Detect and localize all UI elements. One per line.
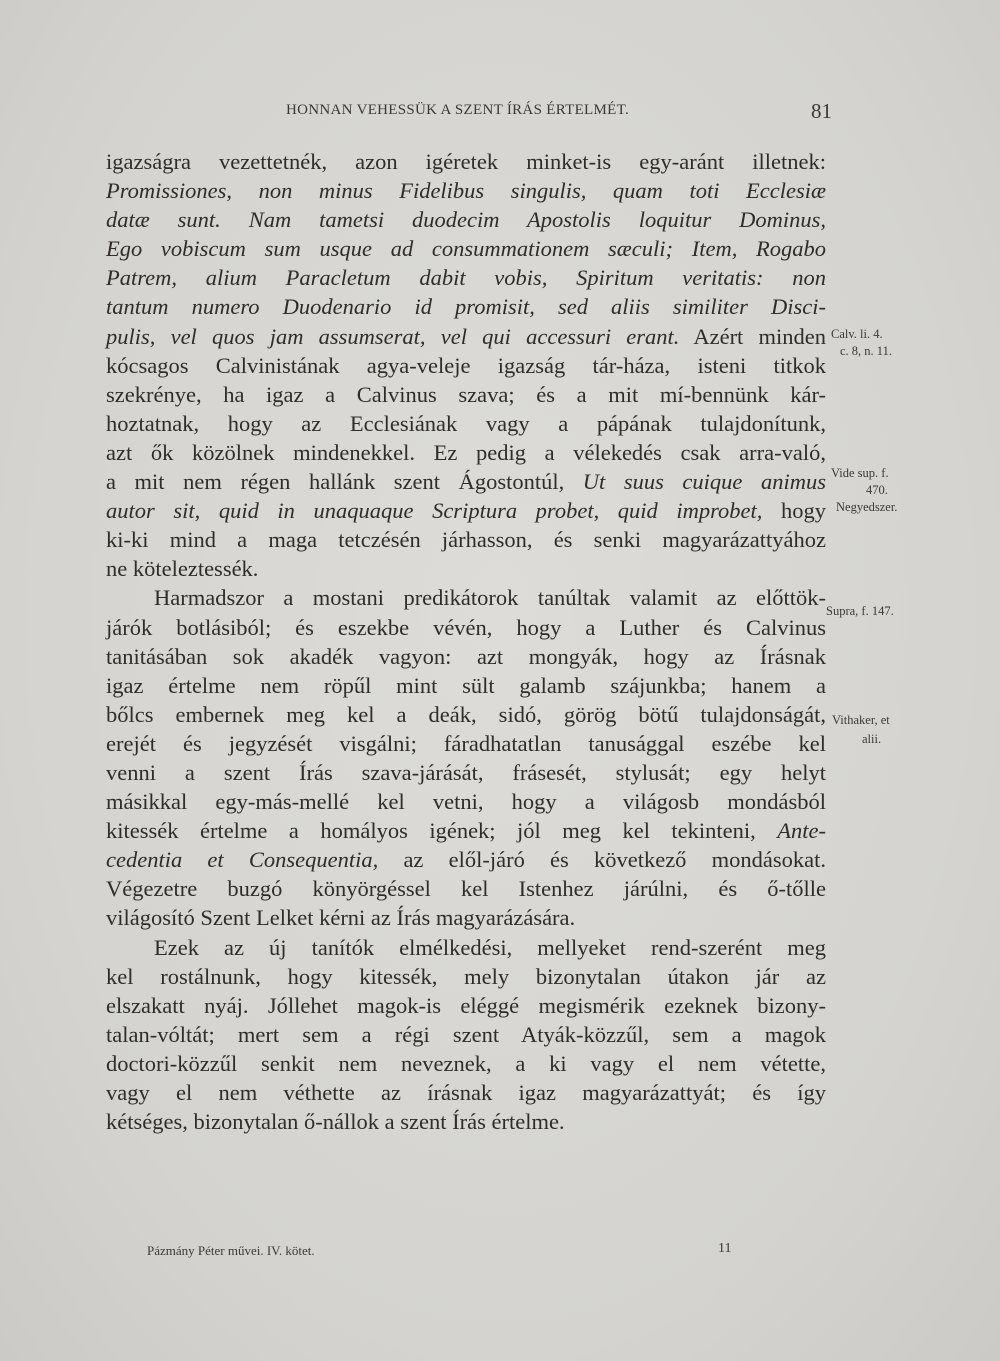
- text-line: ki-ki mind a maga tetczésén járhasson, és senki magyarázattyához: [106, 527, 826, 553]
- margin-note: alii.: [862, 732, 882, 746]
- text-line: járók botlásiból; és eszekbe vévén, hogy a Luther és Calvinus: [106, 614, 826, 640]
- margin-note: Calv. li. 4.: [831, 327, 883, 341]
- text-line: ne köteleztessék.: [106, 556, 259, 582]
- margin-note: Vithaker, et: [832, 713, 890, 727]
- text-line: igazságra vezettetnék, azon igéretek minket-is egy-aránt illetnek:: [106, 149, 826, 174]
- body-text: [106, 147, 826, 1136]
- text-line: talan-vóltát; mert sem a régi szent Atyák-közzűl, sem a magok: [106, 1021, 826, 1047]
- text-line: cedentia et Consequentia, az elől-járó és következő mondásokat.: [106, 847, 826, 873]
- text-line: a mit nem régen hallánk szent Ágostontúl, Ut suus cuique animus: [106, 469, 826, 495]
- page-number: 81: [811, 99, 832, 123]
- text-line: kitessék értelme a homályos igének; jól meg kel tekinteni, Ante-: [106, 818, 826, 844]
- text-line: kel rostálnunk, hogy kitessék, mely bizonytalan útakon jár az: [106, 963, 826, 989]
- text-line: Harmadszor a mostani predikátorok tanúltak valamit az előttök-: [154, 585, 826, 611]
- text-line: autor sit, quid in unaquaque Scriptura probet, quid improbet, hogy: [106, 498, 827, 524]
- text-line: világosító Szent Lelket kérni az Írás magyarázására.: [106, 905, 576, 931]
- text-line: erejét és jegyzését visgálni; fáradhatatlan tanusággal eszébe kel: [106, 730, 826, 756]
- text-line: hoztatnak, hogy az Ecclesiának vagy a pápának tulajdonítunk,: [106, 410, 826, 436]
- text-line: Ego vobiscum sum usque ad consummationem sæculi; Item, Rogabo: [106, 236, 826, 262]
- text-line: igaz értelme nem röpűl mint sült galamb szájunkba; hanem a: [106, 672, 826, 698]
- margin-note: Vide sup. f.: [831, 466, 889, 480]
- running-head: HONNAN VEHESSÜK A SZENT ÍRÁS ÉRTELMÉT.: [286, 102, 630, 118]
- margin-note: c. 8, n. 11.: [840, 344, 892, 358]
- text-line: Ezek az új tanítók elmélkedési, mellyeket rend-szerént meg: [154, 934, 826, 960]
- margin-note: Negyedszer.: [836, 500, 898, 514]
- text-line: szekrénye, ha igaz a Calvinus szava; és a mit mí-bennünk kár-: [106, 381, 826, 407]
- text-line: tantum numero Duodenario id promisit, sed aliis similiter Disci-: [106, 294, 826, 320]
- text-line: másikkal egy-más-mellé kel vetni, hogy a világosb mondásból: [106, 789, 826, 815]
- text-line: tanitásában sok akadék vagyon: azt mongyák, hogy az Írásnak: [106, 643, 826, 669]
- margin-note: 470.: [866, 483, 888, 497]
- text-line: elszakatt nyáj. Jóllehet magok-is eléggé megismérik ezeknek bizony-: [106, 992, 826, 1018]
- text-line: Promissiones, non minus Fidelibus singulis, quam toti Ecclesiæ: [106, 178, 826, 204]
- text-line: doctori-közzűl senkit nem neveznek, a ki vagy el nem vétette,: [106, 1050, 826, 1076]
- text-line: Végezetre buzgó könyörgéssel kel Istenhez járúlni, és ő-tőlle: [106, 876, 826, 902]
- text-line: azt ők közölnek mindenekkel. Ez pedig a vélekedés csak arra-való,: [106, 439, 826, 465]
- text-line: kétséges, bizonytalan ő-nállok a szent Írás értelme.: [106, 1109, 565, 1135]
- text-line: kócsagos Calvinistának agya-veleje igazság tár-háza, isteni titkok: [106, 352, 826, 378]
- text-line: Patrem, alium Paracletum dabit vobis, Spiritum veritatis: non: [106, 265, 826, 291]
- margin-note: Supra, f. 147.: [826, 604, 894, 618]
- text-line: vagy el nem véthette az írásnak igaz magyarázattyát; és így: [106, 1080, 826, 1105]
- text-line: venni a szent Írás szava-járását, frásesét, stylusát; egy helyt: [106, 759, 826, 785]
- footer-signature-number: 11: [718, 1241, 732, 1256]
- text-line: datæ sunt. Nam tametsi duodecim Apostolis loquitur Dominus,: [106, 207, 826, 233]
- footer-collection-title: Pázmány Péter művei. IV. kötet.: [147, 1243, 315, 1258]
- text-line: pulis, vel quos jam assumserat, vel qui accessuri erant. Azért minden: [106, 323, 826, 349]
- text-line: bőlcs embernek meg kel a deák, sidó, görög bötű tulajdonságát,: [106, 701, 826, 727]
